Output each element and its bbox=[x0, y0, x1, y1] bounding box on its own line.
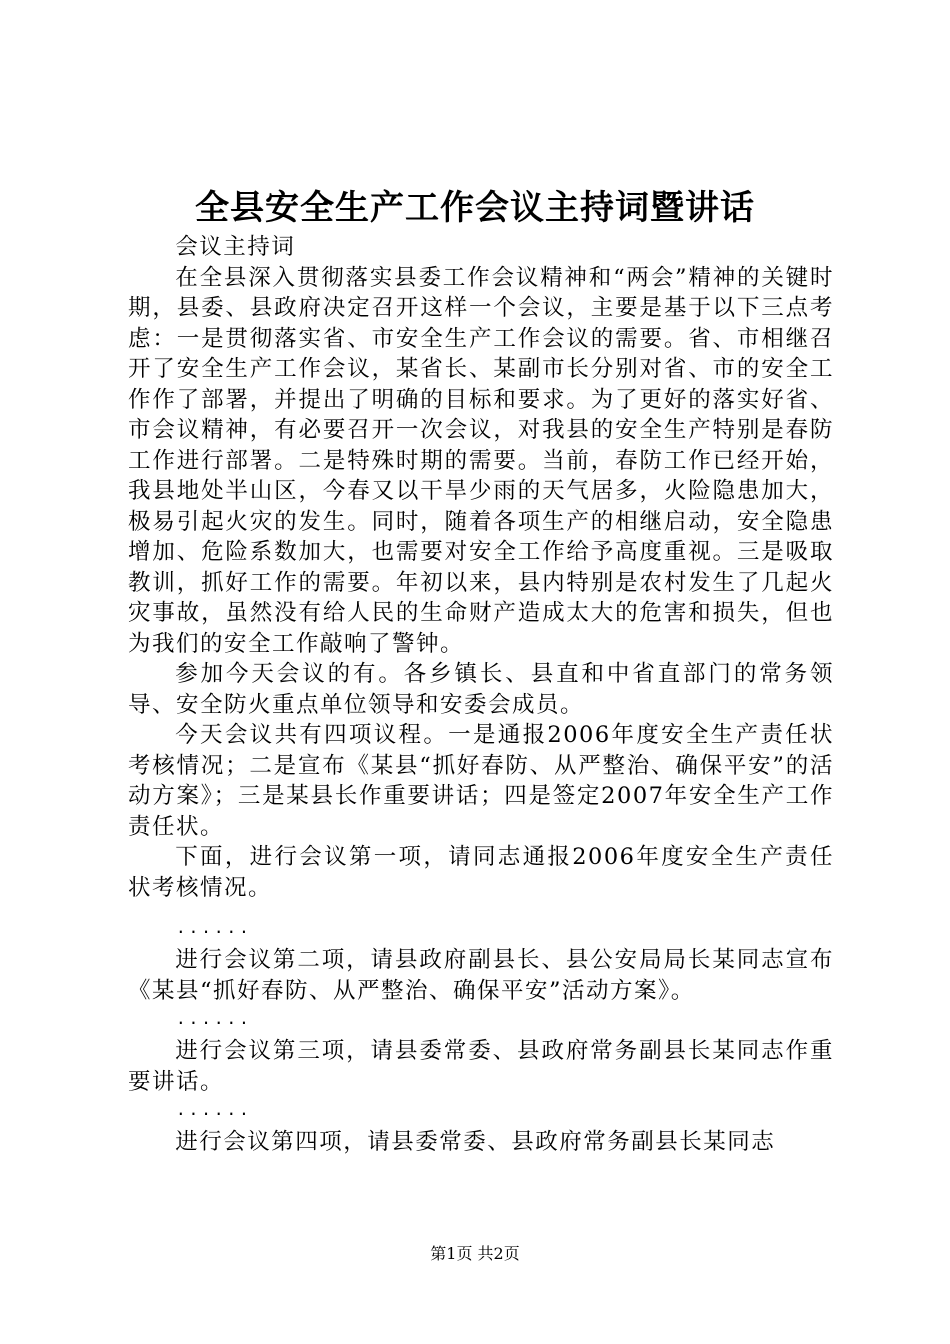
paragraph-item-1: 下面，进行会议第一项，请同志通报2006年度安全生产责任状考核情况。 bbox=[128, 844, 834, 901]
ellipsis-1: ...... bbox=[176, 918, 252, 937]
document-title: 全县安全生产工作会议主持词暨讲话 bbox=[195, 188, 755, 228]
page-number: 第1页 共2页 bbox=[430, 1244, 520, 1263]
paragraph-attendees: 参加今天会议的有。各乡镇长、县直和中省直部门的常务领导、安全防火重点单位领导和安委会成员。 bbox=[128, 661, 834, 718]
paragraph-intro: 在全县深入贯彻落实县委工作会议精神和“两会”精神的关键时期，县委、县政府决定召开这样一个会议，主要是基于以下三点考虑：一是贯彻落实省、市安全生产工作会议的需要。省、市相继召开了安全生产工作会议，某省长、某副市长分别对省、市的安全工作作了部署，并提出了明确的目标和要求。为了更好的落实好省、市会议精神，有必要召开一次会议，对我县的安全生产特别是春防工作进行部署。二是特殊时期的需要。当前，春防工作已经开始，我县地处半山区，今春又以干旱少雨的天气居多，火险隐患加大，极易引起火灾的发生。同时，随着各项生产的相继启动，安全隐患增加、危险系数加大，也需要对安全工作给予高度重视。三是吸取教训，抓好工作的需要。年初以来，县内特别是农村发生了几起火灾事故，虽然没有给人民的生命财产造成太大的危害和损失，但也为我们的安全工作敲响了警钟。 bbox=[128, 264, 834, 657]
subtitle: 会议主持词 bbox=[175, 234, 296, 260]
ellipsis-3: ...... bbox=[176, 1100, 252, 1119]
ellipsis-2: ...... bbox=[176, 1009, 252, 1028]
paragraph-item-3: 进行会议第三项，请县委常委、县政府常务副县长某同志作重要讲话。 bbox=[128, 1038, 834, 1095]
paragraph-item-2: 进行会议第二项，请县政府副县长、县公安局局长某同志宣布《某县“抓好春防、从严整治、确保平安”活动方案》。 bbox=[128, 947, 834, 1004]
document-body bbox=[128, 232, 834, 1158]
paragraph-agenda: 今天会议共有四项议程。一是通报2006年度安全生产责任状考核情况；二是宣布《某县“抓好春防、从严整治、确保平安”的活动方案》；三是某县长作重要讲话；四是签定2007年安全生产工作责任状。 bbox=[128, 722, 834, 840]
spacer bbox=[128, 903, 834, 915]
paragraph-item-4: 进行会议第四项，请县委常委、县政府常务副县长某同志 bbox=[175, 1129, 776, 1155]
